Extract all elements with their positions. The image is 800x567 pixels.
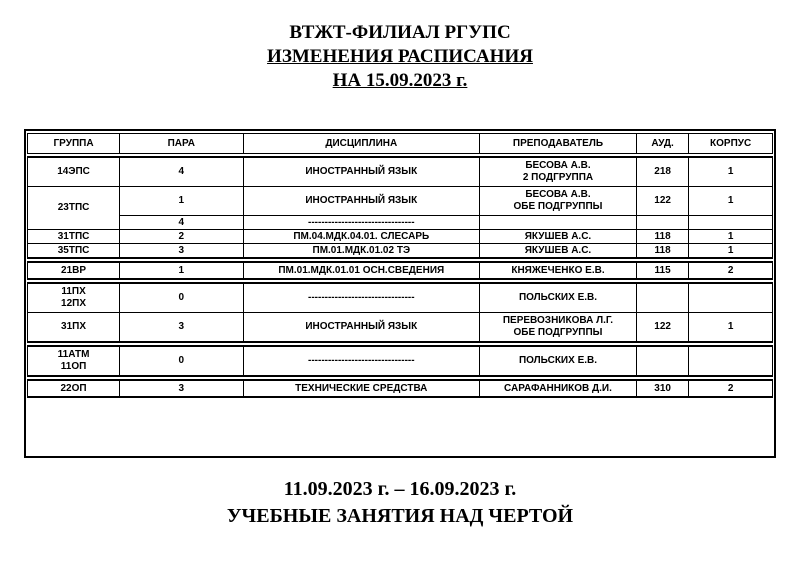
- room-cell: 118: [636, 230, 688, 244]
- teacher-cell: ЯКУШЕВ А.С.: [480, 244, 637, 259]
- footer-note: УЧЕБНЫЕ ЗАНЯТИЯ НАД ЧЕРТОЙ: [226, 505, 574, 527]
- column-header: ПРЕПОДАВАТЕЛЬ: [480, 134, 637, 154]
- subject-cell: ИНОСТРАННЫЙ ЯЗЫК: [243, 157, 479, 187]
- teacher-name: БЕСОВА А.В.: [525, 189, 591, 200]
- column-header: ПАРА: [120, 134, 243, 154]
- teacher-cell: [480, 157, 637, 187]
- room-cell: 118: [636, 244, 688, 259]
- group-name: 12ПХ: [61, 298, 87, 309]
- table-row: [28, 187, 773, 216]
- room-cell: 310: [636, 380, 688, 397]
- teacher-cell: САРАФАННИКОВ Д.И.: [480, 380, 637, 397]
- building-cell: [689, 283, 773, 313]
- group-cell: [28, 346, 120, 376]
- table-row: [28, 157, 773, 187]
- pair-cell: 1: [120, 262, 243, 279]
- building-cell: 1: [689, 157, 773, 187]
- room-cell: [636, 216, 688, 230]
- document-title: ИЗМЕНЕНИЯ РАСПИСАНИЯ: [267, 46, 533, 67]
- teacher-cell: ПОЛЬСКИХ Е.В.: [480, 283, 637, 313]
- pair-cell: 4: [120, 157, 243, 187]
- building-cell: 1: [689, 230, 773, 244]
- teacher-note: ОБЕ ПОДГРУППЫ: [513, 327, 603, 338]
- teacher-cell: [480, 313, 637, 343]
- room-cell: 218: [636, 157, 688, 187]
- group-name: 11АТМ: [57, 349, 90, 360]
- room-cell: 115: [636, 262, 688, 279]
- room-cell: 122: [636, 313, 688, 343]
- pair-cell: 3: [120, 313, 243, 343]
- column-header: КОРПУС: [689, 134, 773, 154]
- teacher-name: ПЕРЕВОЗНИКОВА Л.Г.: [502, 315, 614, 326]
- teacher-cell: [480, 216, 637, 230]
- group-cell: 31ПХ: [28, 313, 120, 343]
- pair-cell: 0: [120, 346, 243, 376]
- table-row: [28, 216, 773, 230]
- group-name: 11ОП: [60, 361, 87, 372]
- subject-cell: ТЕХНИЧЕСКИЕ СРЕДСТВА: [243, 380, 479, 397]
- institution-title: ВТЖТ-ФИЛИАЛ РГУПС: [289, 22, 511, 43]
- building-cell: 2: [689, 380, 773, 397]
- group-cell: 23ТПС: [28, 187, 120, 230]
- table-row: [28, 230, 773, 244]
- subject-cell: ИНОСТРАННЫЙ ЯЗЫК: [243, 313, 479, 343]
- group-cell: 35ТПС: [28, 244, 120, 259]
- table-row: [28, 313, 773, 343]
- table-row: [28, 262, 773, 279]
- pair-cell: 0: [120, 283, 243, 313]
- document-date: НА 15.09.2023 г.: [332, 70, 468, 91]
- group-cell: 22ОП: [28, 380, 120, 397]
- week-range: 11.09.2023 г. – 16.09.2023 г.: [283, 478, 517, 500]
- subject-cell: ИНОСТРАННЫЙ ЯЗЫК: [243, 187, 479, 216]
- pair-cell: 3: [120, 380, 243, 397]
- room-cell: [636, 346, 688, 376]
- column-header: АУД.: [636, 134, 688, 154]
- group-cell: 14ЭПС: [28, 157, 120, 187]
- table-row: [28, 283, 773, 313]
- teacher-name: БЕСОВА А.В.: [525, 160, 591, 171]
- group-cell: [28, 283, 120, 313]
- subject-cell: --------------------------------: [243, 283, 479, 313]
- column-header: ДИСЦИПЛИНА: [243, 134, 479, 154]
- building-cell: 1: [689, 244, 773, 259]
- subject-cell: ПМ.04.МДК.04.01. СЛЕСАРЬ: [243, 230, 479, 244]
- building-cell: 1: [689, 187, 773, 216]
- teacher-cell: КНЯЖЕЧЕНКО Е.В.: [480, 262, 637, 279]
- teacher-cell: [480, 187, 637, 216]
- teacher-cell: ПОЛЬСКИХ Е.В.: [480, 346, 637, 376]
- table-row: [28, 380, 773, 397]
- pair-cell: 1: [120, 187, 243, 216]
- group-cell: 31ТПС: [28, 230, 120, 244]
- subject-cell: --------------------------------: [243, 216, 479, 230]
- teacher-note: 2 ПОДГРУППА: [522, 172, 594, 183]
- pair-cell: 3: [120, 244, 243, 259]
- subject-cell: --------------------------------: [243, 346, 479, 376]
- pair-cell: 2: [120, 230, 243, 244]
- teacher-cell: ЯКУШЕВ А.С.: [480, 230, 637, 244]
- building-cell: [689, 346, 773, 376]
- table-row: [28, 346, 773, 376]
- building-cell: 2: [689, 262, 773, 279]
- group-name: 11ПХ: [61, 286, 86, 297]
- pair-cell: 4: [120, 216, 243, 230]
- group-cell: 21ВР: [28, 262, 120, 279]
- table-row: [28, 244, 773, 259]
- room-cell: 122: [636, 187, 688, 216]
- subject-cell: ПМ.01.МДК.01.02 ТЭ: [243, 244, 479, 259]
- teacher-note: ОБЕ ПОДГРУППЫ: [513, 201, 603, 212]
- room-cell: [636, 283, 688, 313]
- column-header: ГРУППА: [28, 134, 120, 154]
- subject-cell: ПМ.01.МДК.01.01 ОСН.СВЕДЕНИЯ: [243, 262, 479, 279]
- building-cell: 1: [689, 313, 773, 343]
- schedule-table: [27, 133, 773, 398]
- table-header-row: [28, 134, 773, 154]
- building-cell: [689, 216, 773, 230]
